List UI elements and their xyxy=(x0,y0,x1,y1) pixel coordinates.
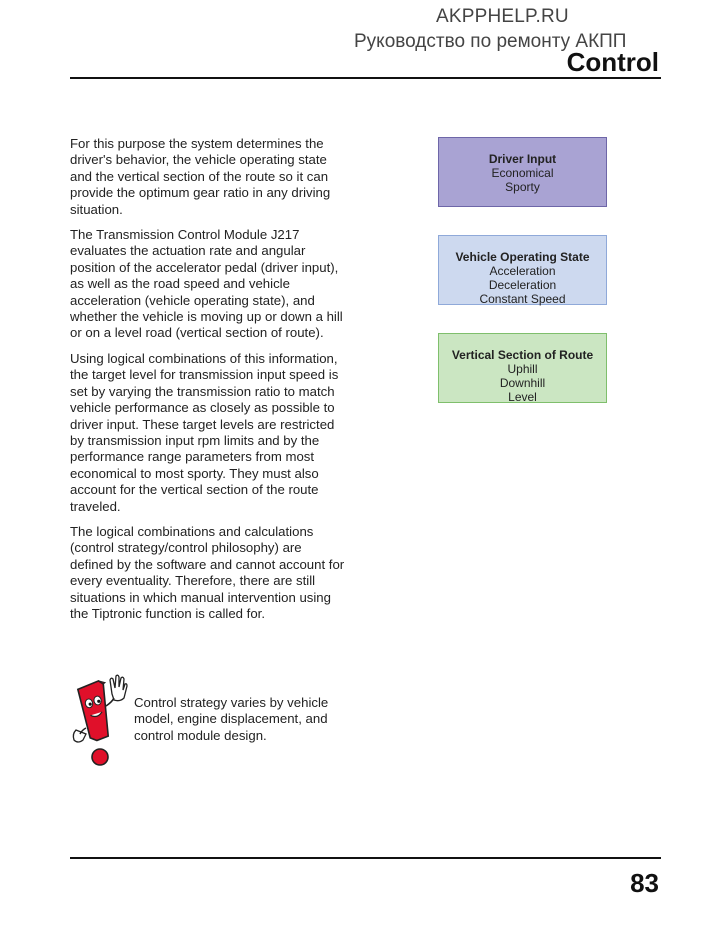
body-text xyxy=(70,136,345,631)
driver-input-item: Sporty xyxy=(505,180,540,194)
paragraph-4: The logical combinations and calculations (control strategy/control philosophy) are defined by the software and cannot account for every eventuality. Therefore, there are still situations in which manual intervention using the Tiptronic function is called for. xyxy=(70,523,345,621)
site-name: AKPPHELP.RU xyxy=(436,6,569,27)
site-subtitle: Руководство по ремонту АКПП xyxy=(354,31,627,52)
paragraph-1: For this purpose the system determines the driver's behavior, the vehicle operating state and the vertical section of the route so it can provide the optimum gear ratio in any driving situation. xyxy=(70,136,331,217)
vehicle-state-item: Acceleration xyxy=(489,264,556,278)
driver-input-item: Economical xyxy=(491,166,554,180)
note-text: Control strategy varies by vehicle model, engine displacement, and control module design. xyxy=(134,695,329,743)
paragraph-2: The Transmission Control Module J217 evaluates the actuation rate and angular position of the accelerator pedal (driver input), as well as the road speed and vehicle acceleration (vehicle operating state), and whether the vehicle is moving up or down a hill or on a level road (vertical section of route). xyxy=(70,227,343,341)
page-number: 83 xyxy=(630,868,659,898)
exclamation-mascot-icon xyxy=(66,672,128,770)
vehicle-state-box xyxy=(438,235,607,305)
footer-rule xyxy=(70,857,661,859)
vehicle-state-item: Deceleration xyxy=(488,278,557,292)
route-item: Downhill xyxy=(499,376,546,390)
route-item: Level xyxy=(508,390,537,404)
route-item: Uphill xyxy=(507,362,538,376)
vehicle-state-title: Vehicle Operating State xyxy=(455,250,590,264)
paragraph-3: Using logical combinations of this information, the target level for transmission input speed is set by varying the transmission ratio to match vehicle performance as closely as possible to driver input. These target levels are restricted by transmission input rpm limits and by the performance range parameters from most economical to most sporty. They must also account for the vertical section of the route traveled. xyxy=(70,350,339,514)
header-rule xyxy=(70,77,661,79)
route-box xyxy=(438,333,607,403)
vehicle-state-item: Constant Speed xyxy=(479,292,566,306)
section-title: Control xyxy=(566,47,659,77)
driver-input-box xyxy=(438,137,607,207)
driver-input-title: Driver Input xyxy=(488,152,557,166)
route-title: Vertical Section of Route xyxy=(451,348,594,362)
